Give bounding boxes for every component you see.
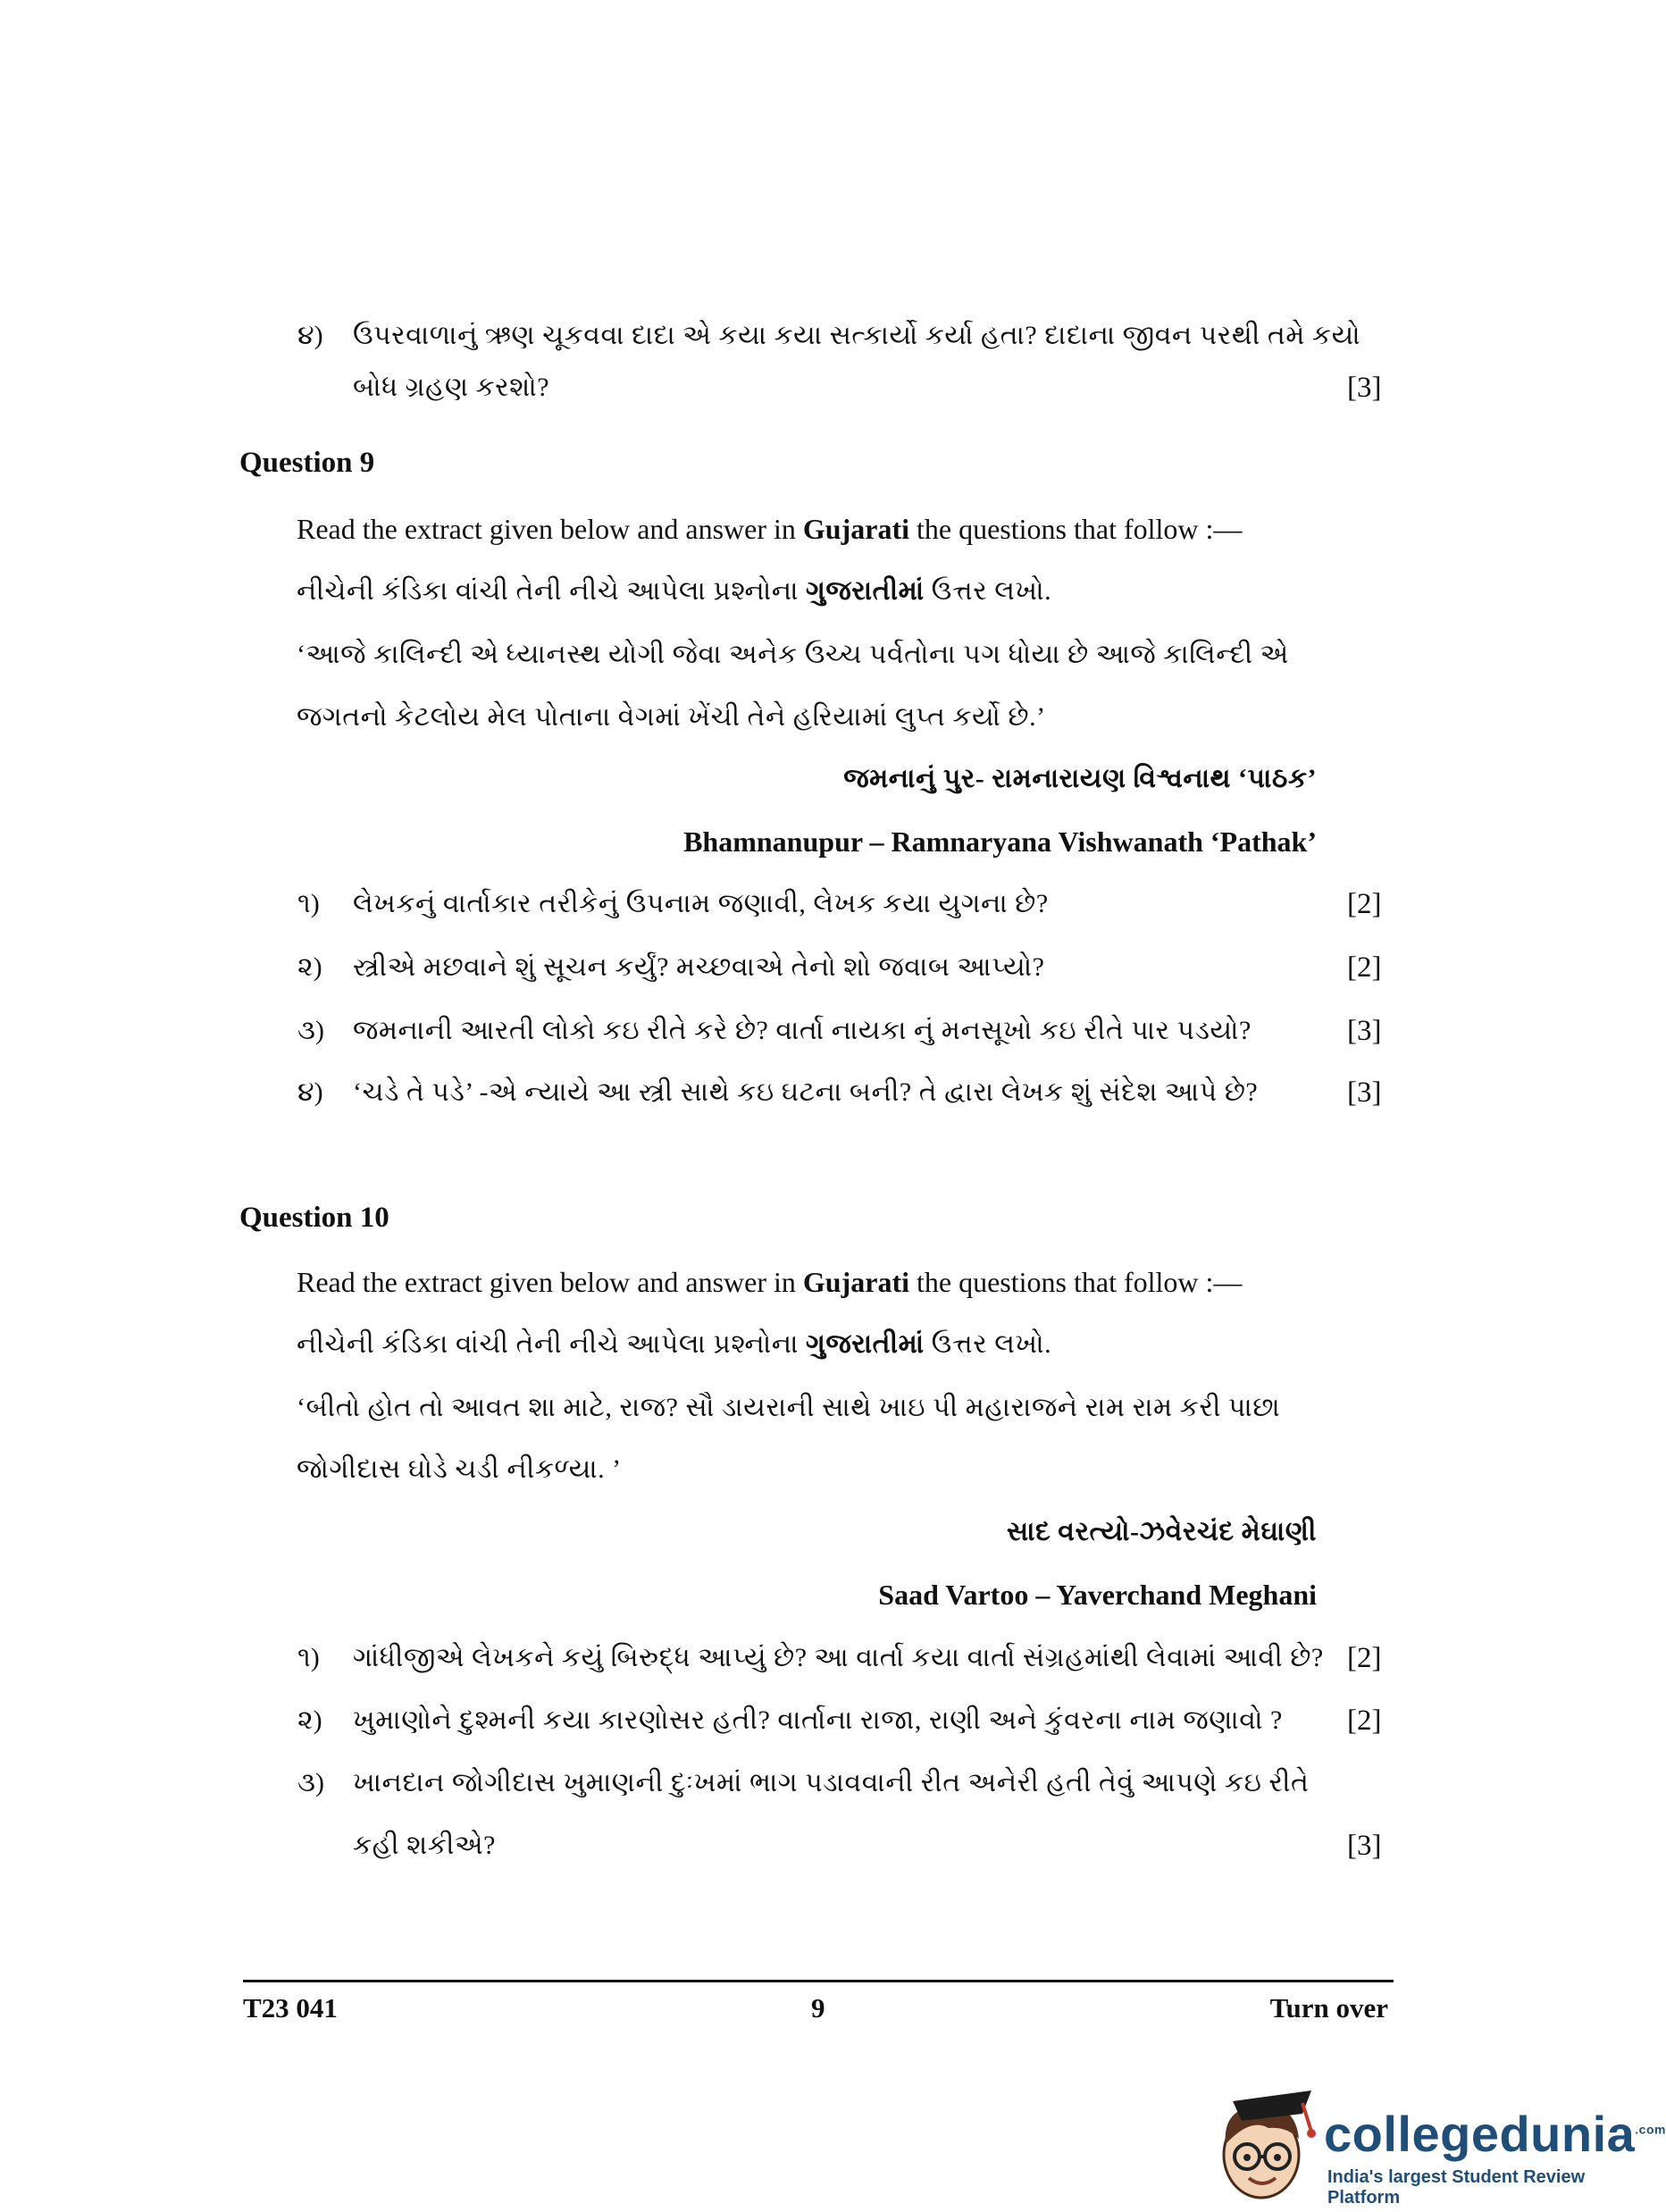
q9-item1-number: ૧): [297, 889, 320, 918]
q9-gujarati-instruction-pre: નીચેની કંડિકા વાંચી તેની નીચે આપેલા પ્રશ્નોના: [297, 576, 806, 606]
q10-item1-text: ગાંધીજીએ લેખકને કયું બિરુદ્ધ આપ્યું છે? આ વાર્તા કયા વાર્તા સંગ્રહમાંથી લેવામાં આવી છે?: [353, 1643, 1324, 1672]
q9-item3-text: જમનાની આરતી લોકો કઇ રીતે કરે છે? વાર્તા નાયકા નું મનસૂખો કઇ રીતે પાર પડયો?: [353, 1016, 1252, 1045]
q8-item4-text-line1: ઉપરવાળાનું ઋણ ચૂકવવા દાદા એ કયા કયા સત્કાર્યો કર્યા હતા? દાદાના જીવન પરથી તમે કયો: [353, 321, 1361, 350]
q10-item3-text-line2: કહી શકીએ?: [353, 1831, 496, 1860]
q9-instruction-pre: Read the extract given below and answer in: [297, 513, 803, 545]
footer-turn-over: Turn over: [1269, 1992, 1388, 2023]
q10-gujarati-instruction-pre: નીચેની કંડિકા વાંચી તેની નીચે આપેલા પ્રશ્નોના: [297, 1329, 806, 1359]
q9-source-gujarati: જમનાનું પુર- રામનારાયણ વિશ્વનાથ ‘પાઠક’: [843, 764, 1317, 793]
q10-item2-marks: [2]: [1347, 1705, 1382, 1737]
brand-tagline: India's largest Student Review Platform: [1327, 2167, 1586, 2208]
q9-heading: Question 9: [239, 447, 375, 479]
q10-item3-number: ૩): [297, 1768, 324, 1797]
q8-item4-number: ૪): [297, 321, 323, 350]
q10-instruction: [297, 1264, 1242, 1300]
q10-item2-text: ખુમાણોને દુશ્મની કયા કારણોસર હતી? વાર્તાના રાજા, રાણી અને કુંવરના નામ જણાવો ?: [353, 1705, 1283, 1735]
q9-instruction: [297, 511, 1242, 547]
q9-item1-text: લેખકનું વાર્તાકાર તરીકેનું ઉપનામ જણાવી, લેખક કયા યુગના છે?: [353, 889, 1049, 918]
q10-instruction-bold: Gujarati: [802, 1266, 909, 1298]
footer-paper-code: T23 041: [243, 1992, 338, 2023]
q9-instruction-post: the questions that follow :—: [909, 513, 1243, 545]
q9-extract-line2: જગતનો કેટલોય મેલ પોતાના વેગમાં ખેંચી તેને હરિયામાં લુપ્ત કર્યો છે.’: [297, 702, 1046, 732]
q9-item2-number: ૨): [297, 952, 322, 982]
q9-instruction-bold: Gujarati: [802, 513, 909, 545]
brand-name-text: collegedunia: [1324, 2106, 1636, 2162]
q9-source-english: Bhamnanupur – Ramnaryana Vishwanath ‘Pathak’: [683, 825, 1317, 858]
q10-gujarati-instruction: [297, 1327, 1051, 1362]
q10-item3-marks: [3]: [1347, 1830, 1382, 1862]
q8-item4-marks: [3]: [1347, 372, 1382, 404]
q9-gujarati-instruction: [297, 574, 1051, 609]
q8-item4-text-line2: બોધ ગ્રહણ કરશો?: [353, 373, 550, 402]
q10-source-gujarati: સાદ વરત્યો-ઝવેરચંદ મેઘાણી: [1006, 1517, 1317, 1546]
q10-instruction-post: the questions that follow :—: [909, 1266, 1243, 1298]
q9-item4-marks: [3]: [1347, 1077, 1382, 1109]
footer-rule: [243, 1980, 1394, 1982]
brand-logo: [1206, 2082, 1666, 2208]
q9-item4-text: ‘ચડે તે પડે’ -એ ન્યાયે આ સ્ત્રી સાથે કઇ ઘટના બની? તે દ્વારા લેખક શું સંદેશ આપે છે?: [353, 1077, 1259, 1107]
q9-item1-marks: [2]: [1347, 888, 1382, 920]
q9-item4-number: ૪): [297, 1077, 323, 1107]
q9-item3-number: ૩): [297, 1016, 324, 1045]
q10-item1-marks: [2]: [1347, 1642, 1382, 1674]
q10-item2-number: ૨): [297, 1705, 322, 1735]
q10-source-english: Saad Vartoo – Yaverchand Meghani: [878, 1579, 1317, 1611]
q10-extract-line2: જોગીદાસ ઘોડે ચડી નીકળ્યા. ’: [297, 1454, 622, 1484]
mascot-icon: [1206, 2082, 1322, 2207]
q9-extract-line1: ‘આજે કાલિન્દી એ ધ્યાનસ્થ યોગી જેવા અનેક ઉચ્ચ પર્વતોના પગ ધોયા છે આજે કાલિન્દી એ: [297, 640, 1289, 669]
footer-page-number: 9: [811, 1992, 825, 2023]
q10-gujarati-instruction-bold: ગુજરાતીમાં: [805, 1329, 925, 1359]
q9-gujarati-instruction-post: ઉત્તર લખો.: [924, 576, 1052, 606]
q10-item1-number: ૧): [297, 1643, 320, 1672]
q9-gujarati-instruction-bold: ગુજરાતીમાં: [805, 576, 925, 606]
q9-item3-marks: [3]: [1347, 1015, 1382, 1047]
brand-name: [1324, 2105, 1666, 2163]
q10-heading: Question 10: [239, 1202, 389, 1234]
q9-item2-marks: [2]: [1347, 951, 1382, 984]
q9-item2-text: સ્ત્રીએ મછવાને શું સૂચન કર્યું? મચ્છવાએ તેનો શો જવાબ આપ્યો?: [353, 952, 1045, 982]
q10-gujarati-instruction-post: ઉત્તર લખો.: [924, 1329, 1052, 1359]
q10-instruction-pre: Read the extract given below and answer in: [297, 1266, 803, 1298]
q10-item3-text-line1: ખાનદાન જોગીદાસ ખુમાણની દુઃખમાં ભાગ પડાવવાની રીત અનેરી હતી તેવું આપણે કઇ રીતે: [353, 1768, 1310, 1797]
q10-extract-line1: ‘બીતો હોત તો આવત શા માટે, રાજ? સૌ ડાયરાની સાથે ખાઇ પી મહારાજને રામ રામ કરી પાછા: [297, 1393, 1281, 1422]
brand-dotcom: .com: [1635, 2122, 1666, 2137]
